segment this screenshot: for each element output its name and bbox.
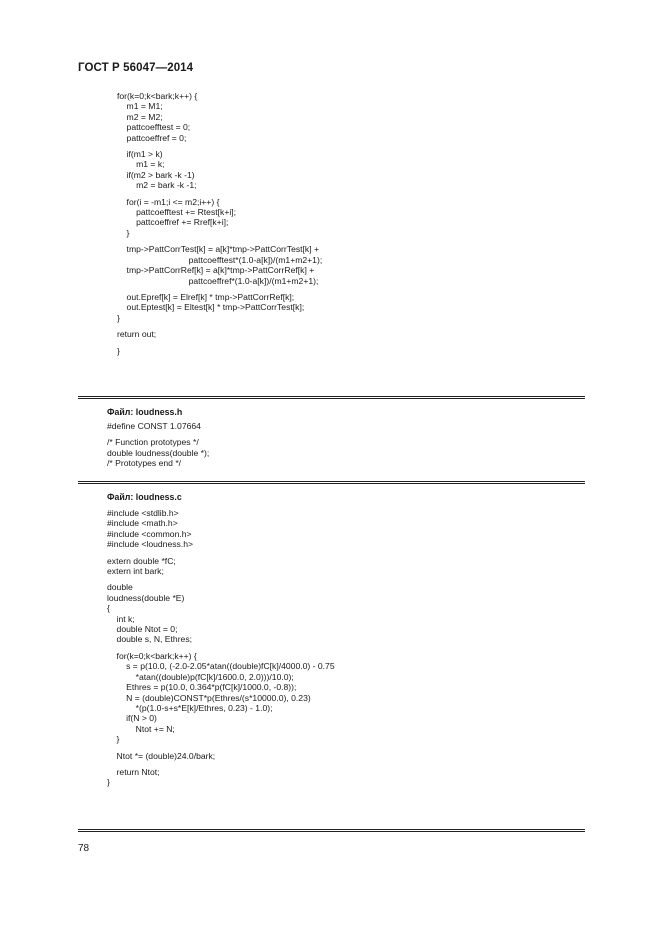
code-block-loudness-c <box>107 508 335 788</box>
code-line: double loudness(double *); <box>107 447 210 458</box>
section-divider <box>78 396 585 399</box>
file-title-loudness-h: Файл: loudness.h <box>107 407 183 417</box>
code-line: m1 = M1; <box>117 101 163 112</box>
code-line: #include <loudness.h> <box>107 539 194 550</box>
code-line: *atan((double)p(fC[k]/1600.0, 2.0)))/10.0); <box>107 671 294 682</box>
code-line: m1 = k; <box>117 159 165 170</box>
code-line: tmp->PattCorrTest[k] = a[k]*tmp->PattCorrTest[k] + <box>117 244 320 255</box>
code-line: if(N > 0) <box>107 713 157 724</box>
code-line: /* Prototypes end */ <box>107 458 182 469</box>
code-line: for(k=0;k<bark;k++) { <box>107 650 197 661</box>
code-line: m2 = M2; <box>117 111 163 122</box>
document-header: ГОСТ Р 56047—2014 <box>78 62 194 74</box>
code-line: pattcoeffref += Rref[k+i]; <box>117 217 229 228</box>
code-line: return Ntot; <box>107 766 160 777</box>
code-line: Ntot += N; <box>107 723 175 734</box>
code-line: pattcoefftest*(1.0-a[k])/(m1+m2+1); <box>117 254 323 265</box>
section-divider <box>78 481 585 484</box>
code-line: extern int bark; <box>107 566 164 577</box>
code-line: if(m2 > bark -k -1) <box>117 169 195 180</box>
file-title-loudness-c: Файл: loudness.c <box>107 492 182 502</box>
code-line: { <box>107 603 110 614</box>
code-line: } <box>117 345 120 356</box>
code-line: } <box>107 777 110 788</box>
code-line: for(i = -m1;i <= m2;i++) { <box>117 196 220 207</box>
code-line: out.Epref[k] = Elref[k] * tmp->PattCorrRef[k]; <box>117 291 295 302</box>
code-line: pattcoefftest = 0; <box>117 122 191 133</box>
code-line: } <box>117 312 120 323</box>
code-line: N = (double)CONST*p(Ethres/(s*10000.0), 0.23) <box>107 692 311 703</box>
code-block-main-loop <box>117 91 322 356</box>
code-line: #define CONST 1.07664 <box>107 421 201 431</box>
page-number: 78 <box>78 843 90 854</box>
code-line: /* Function prototypes */ <box>107 437 199 448</box>
section-divider <box>78 829 585 832</box>
code-line: s = p(10.0, (-2.0-2.05*atan((double)fC[k]/4000.0) - 0.75 <box>107 661 335 672</box>
code-line: if(m1 > k) <box>117 149 163 160</box>
code-line: #include <common.h> <box>107 528 192 539</box>
code-line: double <box>107 582 133 593</box>
code-line: for(k=0;k<bark;k++) { <box>117 91 198 101</box>
code-line: } <box>107 734 120 745</box>
code-line: pattcoefftest += Rtest[k+i]; <box>117 207 237 218</box>
code-line: loudness(double *E) <box>107 592 185 603</box>
code-line: #include <math.h> <box>107 518 178 529</box>
code-block-loudness-h <box>107 421 209 469</box>
code-line: tmp->PattCorrRef[k] = a[k]*tmp->PattCorrRef[k] + <box>117 265 315 276</box>
code-line: *(p(1.0-s+s*E[k]/Ethres, 0.23) - 1.0); <box>107 702 273 713</box>
code-line: Ntot *= (double)24.0/bark; <box>107 750 216 761</box>
code-line: double Ntot = 0; <box>107 624 178 635</box>
code-line: return out; <box>117 329 157 340</box>
code-line: Ethres = p(10.0, 0.364*p(fC[k]/1000.0, -0.8)); <box>107 682 297 693</box>
code-line: pattcoeffref*(1.0-a[k])/(m1+m2+1); <box>117 275 319 286</box>
code-line: } <box>117 227 130 238</box>
code-line: int k; <box>107 613 135 624</box>
code-line: pattcoeffref = 0; <box>117 132 187 143</box>
code-line: #include <stdlib.h> <box>107 508 179 518</box>
code-line: out.Eptest[k] = Eltest[k] * tmp->PattCorrTest[k]; <box>117 302 305 313</box>
code-line: m2 = bark -k -1; <box>117 180 197 191</box>
code-line: extern double *fC; <box>107 555 176 566</box>
code-line: double s, N, Ethres; <box>107 634 193 645</box>
